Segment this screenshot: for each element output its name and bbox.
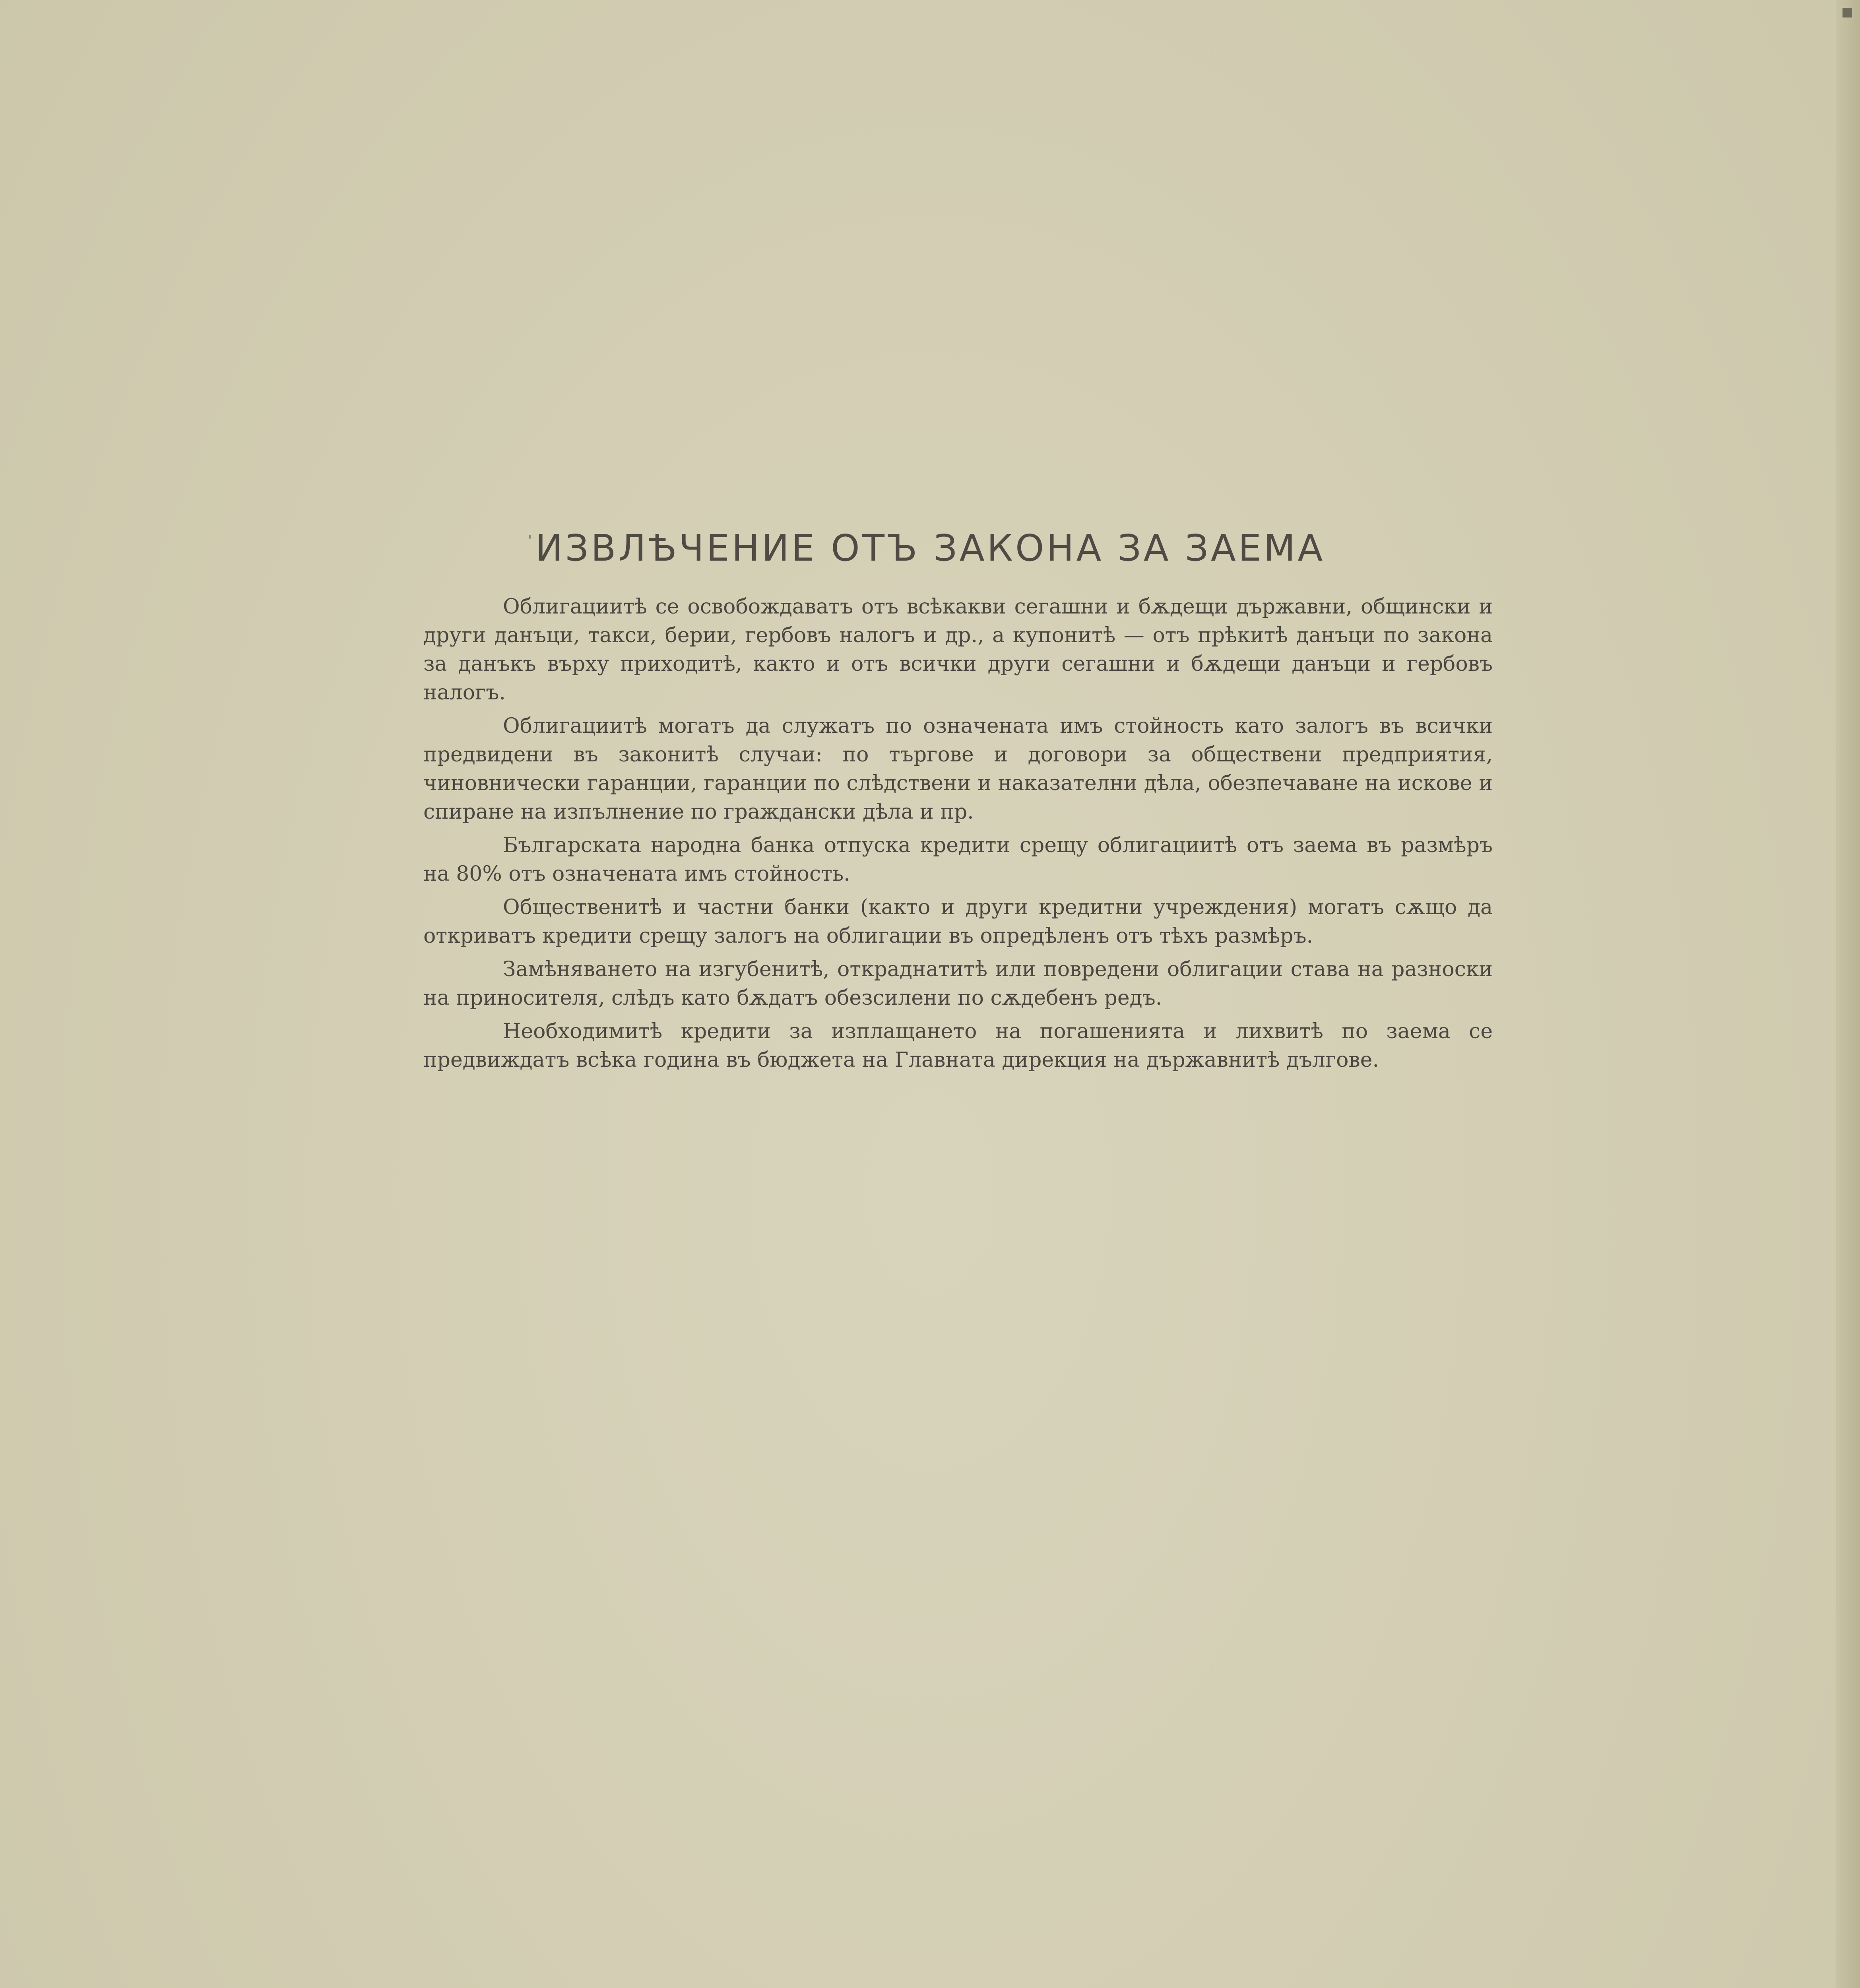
document-body — [423, 592, 1493, 1079]
paragraph: Българската народна банка отпуска кредити срещу облигациитѣ отъ заема въ размѣръ на 80% отъ означената имъ стойность. — [423, 833, 1493, 886]
sheet-right-edge — [1836, 0, 1860, 1988]
corner-mark — [1843, 8, 1852, 17]
paragraph: Общественитѣ и частни банки (както и други кредитни учреждения) могатъ сѫщо да откриватъ кредити срещу залогъ на облигации въ опредѣленъ отъ тѣхъ размѣръ. — [423, 895, 1493, 948]
paragraph: Необходимитѣ кредити за изплащането на погашенията и лихвитѣ по заема се предвиждатъ всѣка година въ бюджета на Главната дирекция на държавнитѣ дългове. — [423, 1019, 1493, 1072]
paragraph: Облигациитѣ се освобождаватъ отъ всѣкакви сегашни и бѫдещи държавни, общински и други данъци, такси, берии, гербовъ налогъ и др., а купонитѣ — отъ прѣкитѣ данъци по закона за данъкъ върху приходитѣ, както и отъ всички други сегашни и бѫдещи данъци и гербовъ налогъ. — [423, 595, 1493, 705]
paragraph: Облигациитѣ могатъ да служатъ по означената имъ стойность като залогъ въ всички предвидени въ законитѣ случаи: по търгове и договори за обществени предприятия, чиновнически гаранции, гаранции по слѣдствени и наказателни дѣла, обезпечаване на искове и спиране на изпълнение по граждански дѣла и пр. — [423, 714, 1493, 824]
paragraph: Замѣняването на изгубенитѣ, откраднатитѣ или повредени облигации става на разноски на приносителя, слѣдъ като бѫдатъ обезсилени по сѫдебенъ редъ. — [423, 957, 1493, 1010]
document-title: ИЗВЛѢЧЕНИЕ ОТЪ ЗАКОНА ЗА ЗАЕМА — [535, 527, 1325, 569]
